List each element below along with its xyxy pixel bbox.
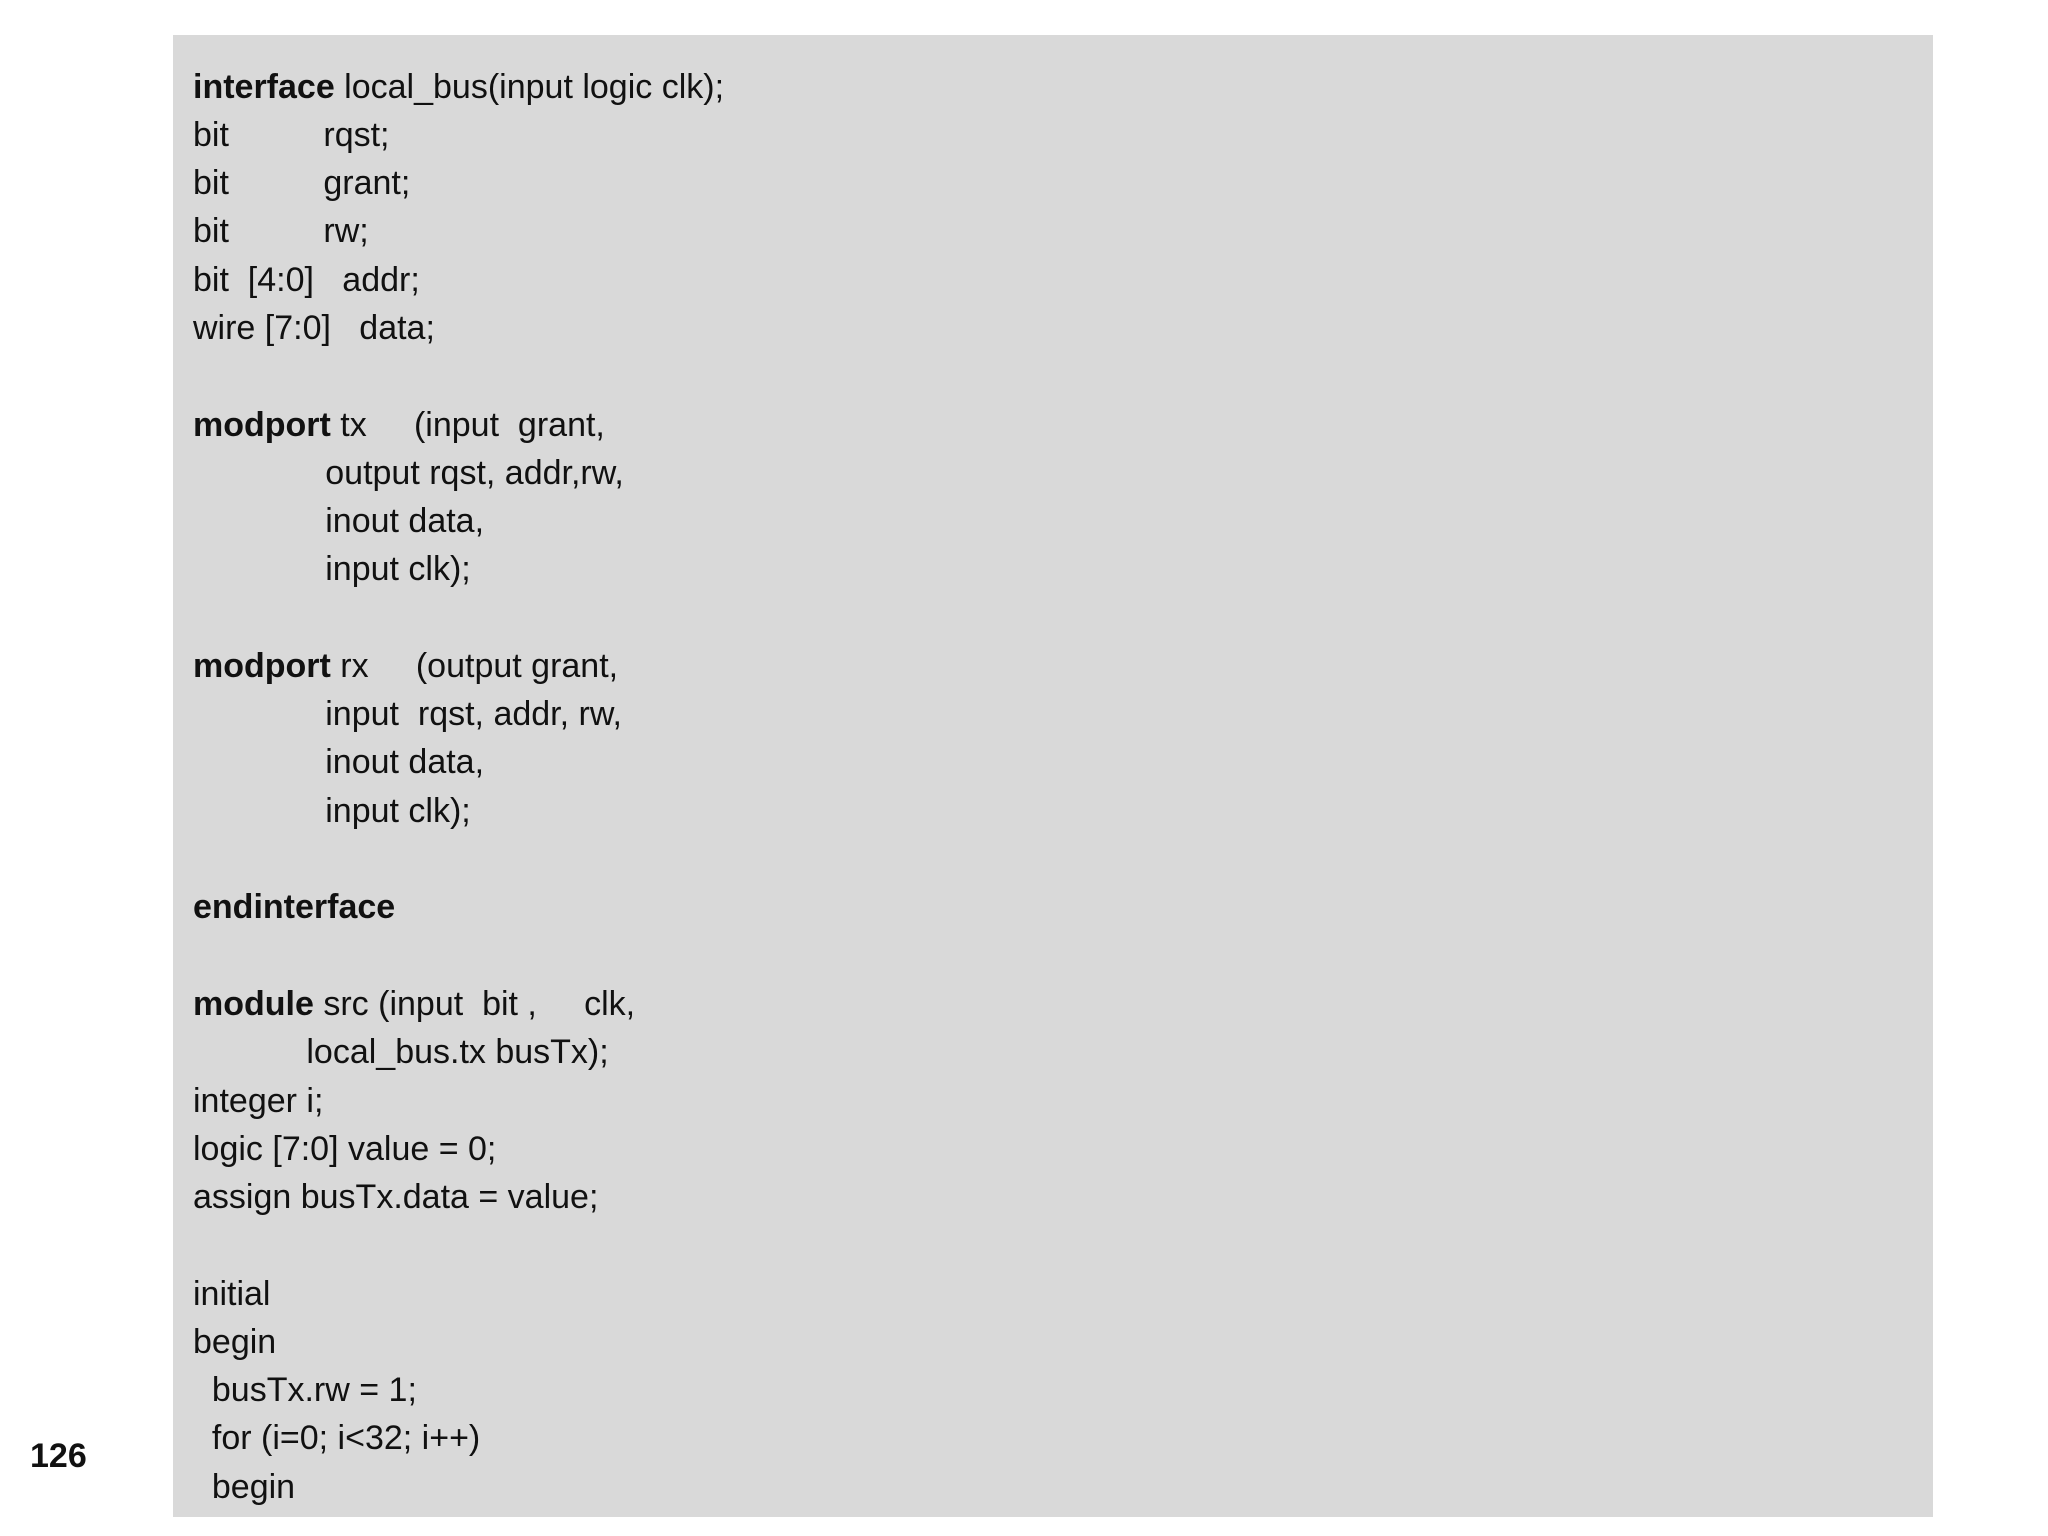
code-panel <box>173 35 1933 1517</box>
code-line <box>193 549 471 589</box>
code-text: wire [7:0] data; <box>193 309 435 347</box>
code-text: local_bus.tx busTx); <box>193 1033 609 1071</box>
code-text: input clk); <box>193 792 471 830</box>
code-text: inout data, <box>193 502 485 540</box>
code-text: inout data, <box>193 743 485 781</box>
code-line <box>193 1370 417 1410</box>
code-text: output rqst, addr,rw, <box>193 454 624 492</box>
code-line <box>193 1081 323 1121</box>
code-line <box>193 1467 295 1507</box>
code-keyword: module <box>193 985 314 1023</box>
code-text: bit grant; <box>193 164 411 202</box>
code-line <box>193 67 724 107</box>
code-line <box>193 115 390 155</box>
code-keyword: modport <box>193 406 331 444</box>
code-text: begin <box>193 1468 296 1506</box>
code-line <box>193 405 605 445</box>
code-line <box>193 694 622 734</box>
code-text: integer i; <box>193 1082 324 1120</box>
code-text: input clk); <box>193 550 471 588</box>
code-line <box>193 453 624 493</box>
code-text: src (input bit , clk, <box>313 985 636 1023</box>
code-line <box>193 1177 598 1217</box>
code-line <box>193 1322 276 1362</box>
code-text: rx (output grant, <box>330 647 619 685</box>
code-text: initial <box>193 1275 271 1313</box>
code-line <box>193 1032 609 1072</box>
code-line <box>193 1418 480 1458</box>
code-text: begin <box>193 1323 277 1361</box>
code-line <box>193 1129 496 1169</box>
code-text: bit [4:0] addr; <box>193 261 420 299</box>
code-line <box>193 211 369 251</box>
code-line <box>193 308 435 348</box>
code-text: bit rqst; <box>193 116 390 154</box>
code-keyword: modport <box>193 647 331 685</box>
slide-number: 126 <box>30 1437 87 1475</box>
code-text: assign busTx.data = value; <box>193 1178 599 1216</box>
code-line <box>193 260 420 300</box>
code-text: busTx.rw = 1; <box>193 1371 417 1409</box>
code-text: local_bus(input logic clk); <box>334 68 725 106</box>
code-text: logic [7:0] value = 0; <box>193 1130 497 1168</box>
code-line <box>193 887 395 927</box>
code-keyword: endinterface <box>193 888 396 926</box>
code-keyword: interface <box>193 68 335 106</box>
code-text: tx (input grant, <box>330 406 605 444</box>
code-line <box>193 646 618 686</box>
code-line <box>193 501 484 541</box>
code-text: input rqst, addr, rw, <box>193 695 622 733</box>
code-text: for (i=0; i<32; i++) <box>193 1419 481 1457</box>
code-text: bit rw; <box>193 212 369 250</box>
code-line <box>193 984 635 1024</box>
code-line <box>193 742 484 782</box>
code-line <box>193 163 410 203</box>
code-line <box>193 1274 270 1314</box>
code-line <box>193 791 471 831</box>
